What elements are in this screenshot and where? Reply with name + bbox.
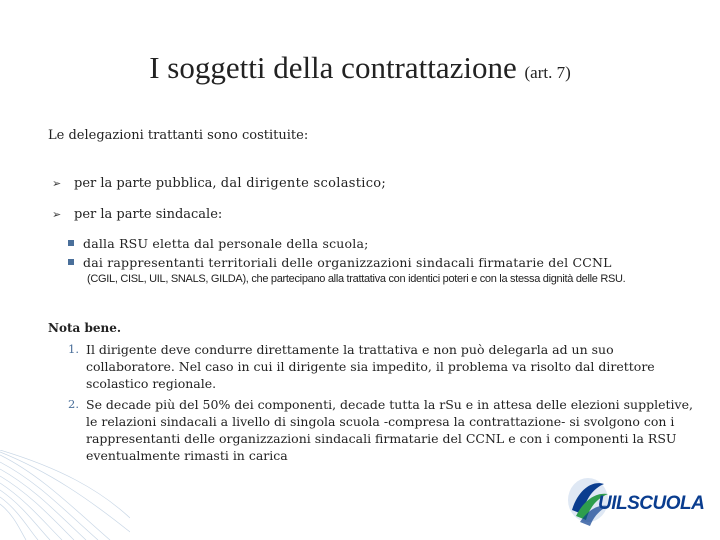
sub-bullet-text: dalla RSU eletta dal personale della scuola; [83,236,369,251]
sub-bullet-text: dai rappresentanti territoriali delle organizzazioni sindacali firmatarie del CCNL [83,255,612,270]
bullet-parte-pubblica [52,176,386,191]
bullet-label: per la parte sindacale: [74,207,223,222]
sub-bullet-rappresentanti [68,255,612,270]
arrow-bullet-icon: ➢ [52,177,62,190]
slide-title [0,50,720,86]
intro-text: Le delegazioni trattanti sono costituite: [48,128,309,143]
sub-bullet-rsu [68,236,369,251]
logo-text: UILSCUOLA [598,493,705,514]
nota-bene-heading: Nota bene. [48,321,122,335]
arrow-bullet-icon: ➢ [52,208,62,221]
bullet-emphasis: dal dirigente scolastico; [220,176,387,191]
sub-bullet-note: (CGIL, CISL, UIL, SNALS, GILDA), che partecipano alla trattativa con identici poteri e con la stessa dignità delle RSU. [87,273,626,285]
item-text: Il dirigente deve condurre direttamente la trattativa e non può delegarla ad un suo collaboratore. Nel caso in cui il dirigente sia impedito, il problema va risolto dal direttore scolastico regionale. [86,342,655,391]
numbered-item-1 [68,341,698,392]
numbered-item-2 [68,396,698,464]
item-number: 2. [68,397,79,411]
title-main: I soggetti della contrattazione [149,50,517,85]
item-text: Se decade più del 50% dei componenti, decade tutta la rSu e in attesa delle elezioni suppletive, le relazioni sindacali a livello di singola scuola -compresa la contrattazione- si svolgono con i rappresentanti delle organizzazioni sindacali firmatarie del CCNL e con i componenti la RSU eventualmente rimasti in carica [86,397,693,463]
square-bullet-icon [68,259,74,265]
item-number: 1. [68,342,79,356]
square-bullet-icon [68,240,74,246]
bullet-parte-sindacale [52,207,222,222]
bullet-prefix: per la parte pubblica, [74,176,221,191]
title-article: (art. 7) [524,63,571,82]
